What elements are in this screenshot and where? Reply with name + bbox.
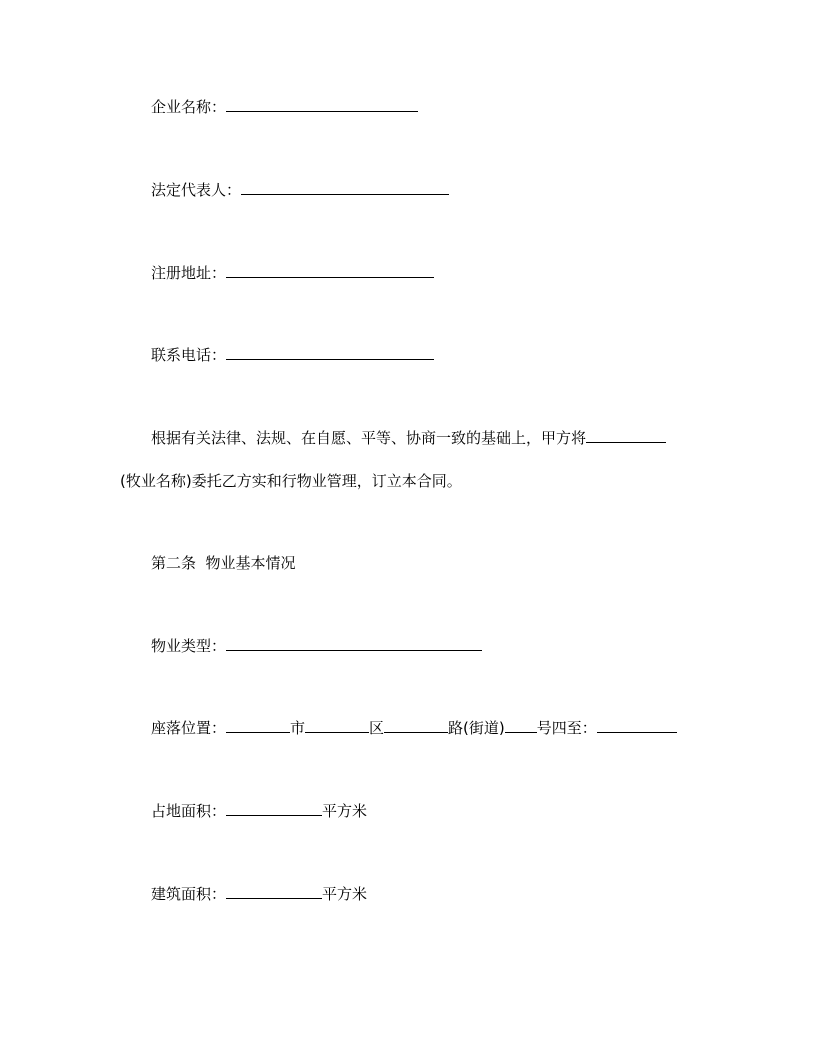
- district-blank[interactable]: [305, 718, 369, 733]
- article-2-heading: [151, 553, 296, 573]
- phone-field: [151, 345, 434, 365]
- land-area-label: 占地面积：: [151, 802, 227, 820]
- phone-blank[interactable]: [226, 345, 434, 360]
- company-name-blank[interactable]: [226, 97, 418, 112]
- property-type-label: 物业类型：: [151, 637, 227, 655]
- building-area-blank[interactable]: [226, 884, 322, 899]
- city-label: 市: [290, 719, 306, 737]
- number-label: 号四至：: [536, 719, 597, 737]
- property-name-blank[interactable]: [586, 428, 666, 443]
- reg-address-blank[interactable]: [226, 263, 434, 278]
- building-area-field: [151, 884, 367, 904]
- land-area-blank[interactable]: [226, 801, 322, 816]
- legal-rep-label: 法定代表人：: [151, 181, 242, 199]
- legal-rep-field: [151, 180, 449, 200]
- property-type-blank[interactable]: [226, 636, 482, 651]
- city-blank[interactable]: [226, 718, 290, 733]
- reg-address-label: 注册地址：: [151, 264, 227, 282]
- land-area-unit: 平方米: [322, 802, 368, 820]
- company-name-field: [151, 97, 418, 117]
- location-field: [151, 718, 677, 738]
- road-label: 路(街道): [448, 719, 505, 737]
- land-area-field: [151, 801, 367, 821]
- number-blank[interactable]: [505, 718, 537, 733]
- intro-line-2: [120, 471, 462, 491]
- road-blank[interactable]: [384, 718, 448, 733]
- company-name-label: 企业名称：: [151, 98, 227, 116]
- boundary-blank[interactable]: [597, 718, 677, 733]
- building-area-label: 建筑面积：: [151, 885, 227, 903]
- reg-address-field: [151, 263, 434, 283]
- location-label: 座落位置：: [151, 719, 227, 737]
- intro-line-1: [151, 428, 666, 448]
- intro-text-2: (牧业名称)委托乙方实和行物业管理，订立本合同。: [120, 472, 462, 490]
- building-area-unit: 平方米: [322, 885, 368, 903]
- district-label: 区: [369, 719, 385, 737]
- article-2-title: 第二条 物业基本情况: [151, 554, 296, 572]
- legal-rep-blank[interactable]: [241, 180, 449, 195]
- phone-label: 联系电话：: [151, 346, 227, 364]
- intro-text-1: 根据有关法律、法规、在自愿、平等、协商一致的基础上，甲方将: [151, 429, 587, 447]
- property-type-field: [151, 636, 482, 656]
